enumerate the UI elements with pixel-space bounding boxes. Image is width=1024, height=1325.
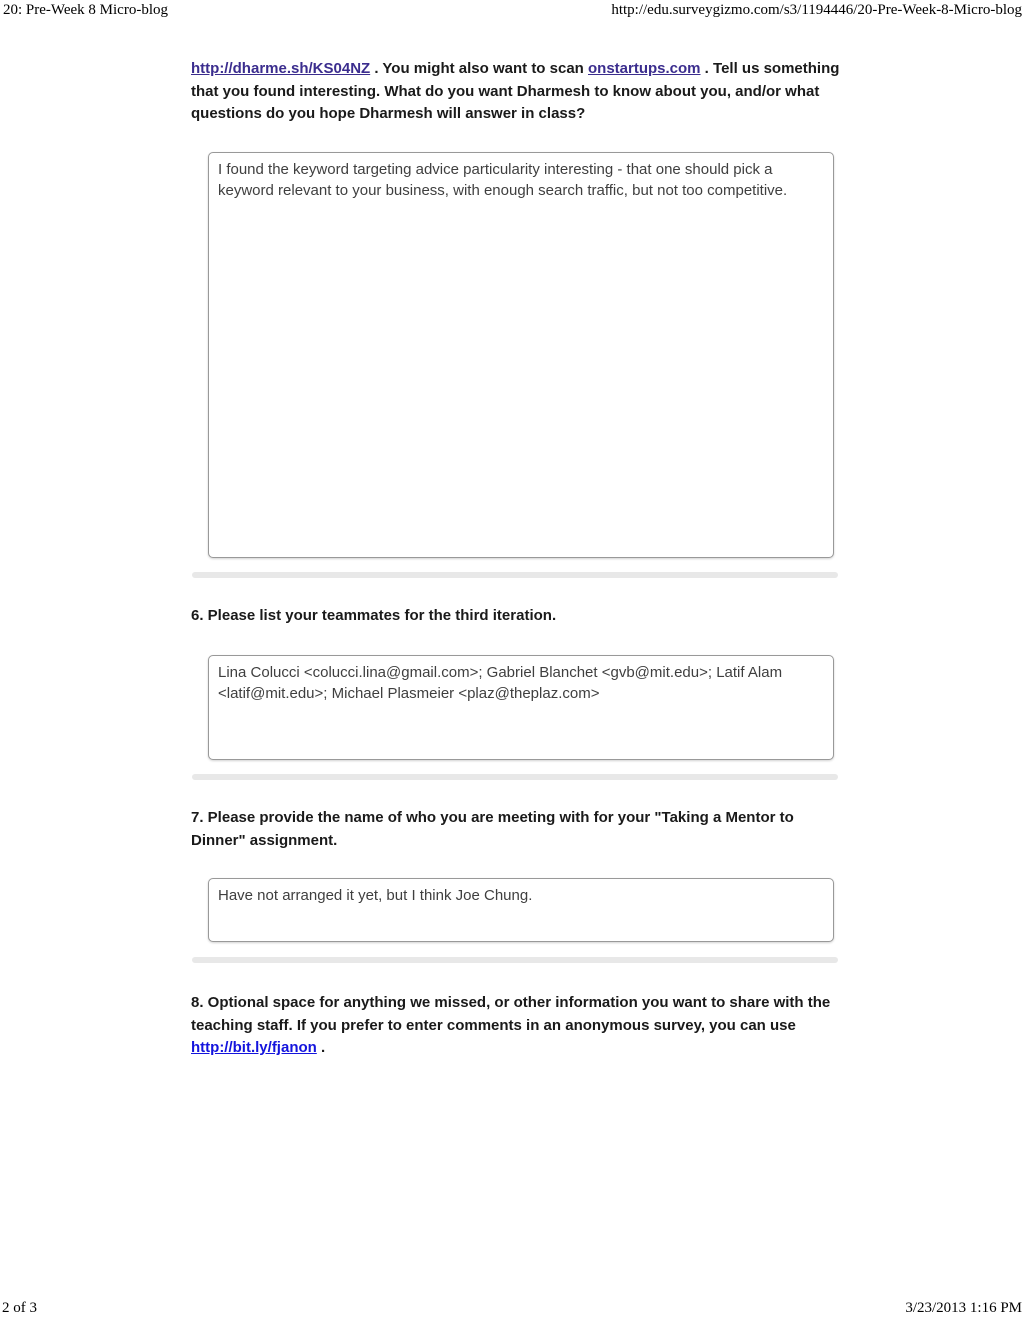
section-divider [192,572,838,578]
print-header-title: 20: Pre-Week 8 Micro-blog [3,2,168,18]
intro-text-segment-1: . You might also want to scan [370,60,588,77]
question-6-label: 6. Please list your teammates for the third iteration. [191,607,557,624]
onstartups-link[interactable]: onstartups.com [588,60,701,77]
intro-answer-textarea[interactable]: I found the keyword targeting advice particularity interesting - that one should pick a keyword relevant to your business, with enough search traffic, but not too competitive. [208,152,834,558]
question-7-answer-textarea[interactable]: Have not arranged it yet, but I think Joe Chung. [208,878,834,942]
intro-text-segment-2: . Tell us something that you found interesting. What do you want Dharmesh to know about you, and/or what questions do you hope Dharmesh will answer in class? [191,60,840,122]
bitly-anonymous-survey-link[interactable]: http://bit.ly/fjanon [191,1039,317,1056]
question-8-label [191,992,843,1060]
print-header-url: http://edu.surveygizmo.com/s3/1194446/20-Pre-Week-8-Micro-blog [611,2,1022,18]
dharme-sh-link[interactable]: http://dharme.sh/KS04NZ [191,60,371,77]
print-footer-page-number: 2 of 3 [2,1300,37,1316]
question-8-text-segment-2: . [316,1039,326,1056]
section-divider [192,774,838,780]
question-6-answer-textarea[interactable]: Lina Colucci <colucci.lina@gmail.com>; Gabriel Blanchet <gvb@mit.edu>; Latif Alam <latif@mit.edu>; Michael Plasmeier <plaz@theplaz.com> [208,655,834,760]
section-divider [192,957,838,963]
question-7-label: 7. Please provide the name of who you are meeting with for your "Taking a Mentor to Dinner" assignment. [191,809,794,849]
intro-question-text [191,58,843,126]
question-8-text-segment-1: 8. Optional space for anything we missed, or other information you want to share with the teaching staff. If you prefer to enter comments in an anonymous survey, you can use [191,994,831,1034]
print-footer-timestamp: 3/23/2013 1:16 PM [905,1300,1022,1316]
